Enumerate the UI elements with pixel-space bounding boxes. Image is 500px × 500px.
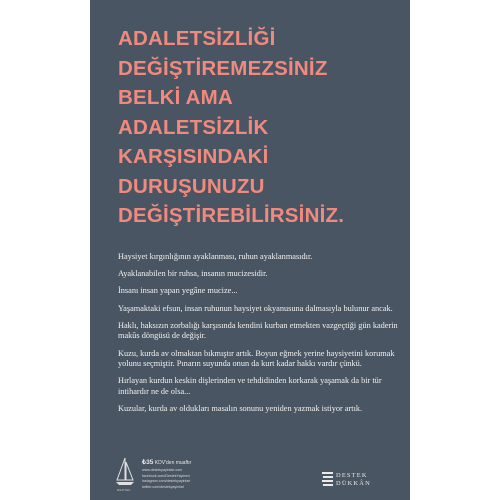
facebook-link[interactable]: facebook.com/DestekYayinevi (142, 473, 190, 478)
website-link[interactable]: www.destekyayinlari.com (142, 468, 183, 472)
blurb-paragraph: Yaşamaktaki efsun, insan ruhunun haysiyet okyanusuna dalmasıyla bulunur ancak. (118, 303, 393, 313)
headline-line: ADALETSİZLİĞİ (118, 27, 276, 50)
publisher-name-line: DESTEK (336, 472, 368, 479)
blurb-paragraph: Kuzu, kurda av olmaktan bıkmıştır artık. Boyun eğmek yerine haysiyetini korumak yolunu seçmiştir. Pınarın suyunda onun da kurt kadar hakkı vardır çünkü. (118, 348, 395, 369)
headline (118, 24, 408, 231)
blurb-paragraph: Haysiyet kırgınlığının ayaklanması, ruhun ayaklanmasıdır. (118, 252, 313, 261)
blurb-paragraph: İnsanı insan yapan yegâne mucize... (118, 286, 238, 296)
price-note: KDV'den muaftır (154, 460, 192, 466)
publisher-name (336, 472, 371, 488)
sailboat-icon (114, 456, 136, 488)
social-links (142, 468, 190, 490)
headline-line: DEĞİŞTİREBİLİRSİNİZ. (118, 204, 345, 227)
blurb-text (118, 252, 398, 421)
price-amount: ₺35 (142, 459, 154, 466)
imprint-name: DESTEK (117, 488, 131, 492)
blurb-paragraph: Ayaklanabilen bir ruhsa, insanın mucizesidir. (118, 269, 268, 279)
imprint-info (114, 456, 224, 496)
book-back-cover (90, 0, 410, 500)
publisher-name-line: DÜKKÂN (336, 480, 371, 487)
instagram-link[interactable]: instagram.com/destekyayinlari (142, 479, 191, 484)
blurb-paragraph: Hırlayan kurdun keskin dişlerinden ve tehdidinden korkarak yaşamak da bir tür intihardır ne de olsa... (118, 376, 382, 396)
book-stack-icon (322, 472, 334, 488)
headline-line: DURUŞUNUZU (118, 174, 265, 198)
price-tag (142, 458, 191, 466)
headline-line: BELKİ AMA (118, 86, 233, 109)
headline-line: KARŞISINDAKİ (118, 145, 269, 168)
blurb-paragraph: Haklı, haksızın zorbalığı karşısında kendini kurban etmekten vazgeçtiği gün kaderin makûs döngüsü de değişir. (118, 320, 398, 341)
publisher-logo (322, 470, 382, 492)
blurb-paragraph: Kuzular, kurda av oldukları masalın sonunu yeniden yazmak istiyor artık. (118, 404, 363, 414)
headline-line: DEĞİŞTİREMEZSİNİZ (118, 56, 328, 80)
headline-line: ADALETSİZLİK (118, 115, 269, 139)
twitter-link[interactable]: twitter.com/destekyayinlari (142, 484, 184, 489)
